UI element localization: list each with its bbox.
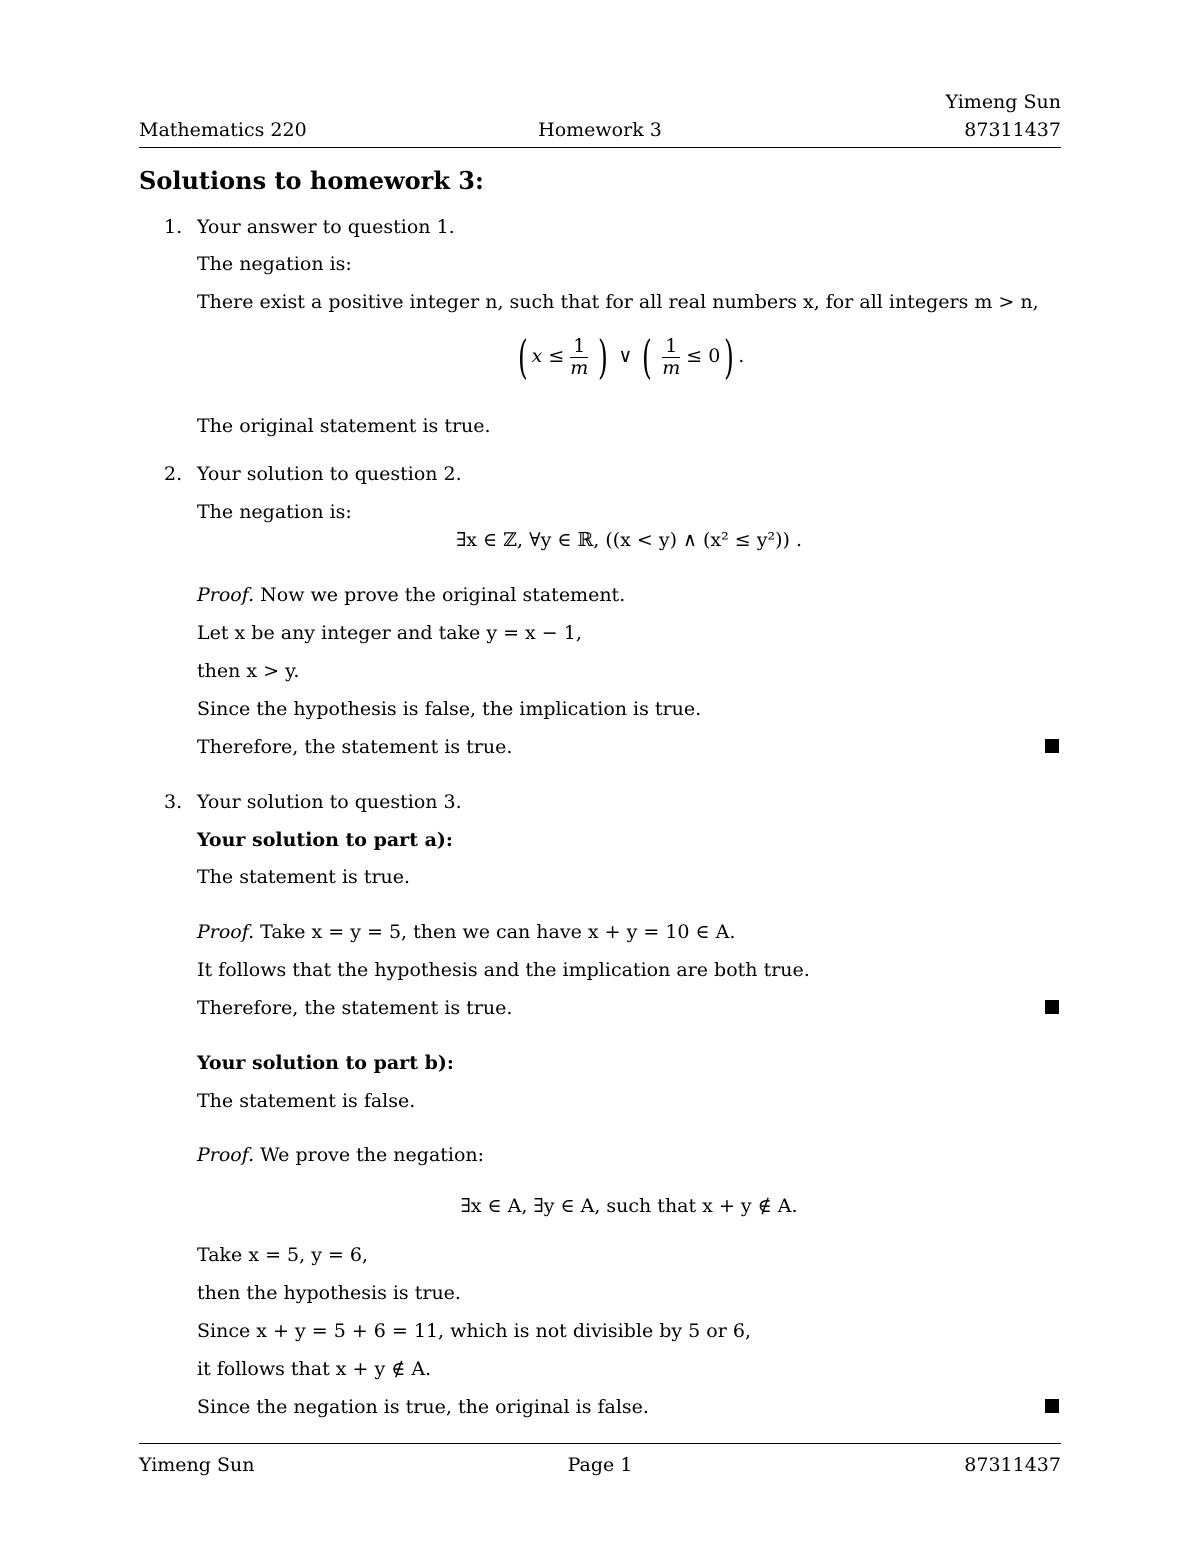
q1-formula-end: . <box>738 345 745 367</box>
q3a-proof-label: Proof. <box>197 921 255 943</box>
q3a-verdict: The statement is true. <box>197 866 411 888</box>
q3b-line4: Since x + y = 5 + 6 = 11, which is not divisible by 5 or 6, <box>197 1320 751 1342</box>
q3a-line2: It follows that the hypothesis and the implication are both true. <box>197 959 810 981</box>
q2-line4: Since the hypothesis is false, the implication is true. <box>197 698 702 720</box>
header-student-id: 87311437 <box>964 119 1061 141</box>
q3b-heading: Your solution to part b): <box>197 1052 454 1074</box>
q3-number: 3. <box>164 791 183 813</box>
q3b-formula: ∃x ∈ A, ∃y ∈ A, such that x + y ∉ A. <box>460 1195 798 1217</box>
q3b-line2: Take x = 5, y = 6, <box>197 1244 369 1266</box>
footer-author: Yimeng Sun <box>139 1454 255 1476</box>
q1-formula-lhs: x ≤ <box>531 345 565 367</box>
q2-line5: Therefore, the statement is true. <box>197 736 513 758</box>
q3a-heading: Your solution to part a): <box>197 829 453 851</box>
footer-page-number: Page 1 <box>567 1454 633 1476</box>
q1-frac-a: $\frac{1}{m}$ <box>570 334 589 379</box>
q3b-proof-line <box>197 1144 484 1166</box>
footer-rule <box>139 1443 1061 1444</box>
q3b-line6: Since the negation is true, the original is false. <box>197 1396 649 1418</box>
q1-formula: ( x ≤ $\frac{1}{m}$ ) ∨ ( $\frac{1}{m}$ ≤ 0) . <box>517 330 745 384</box>
q2-line2: Let x be any integer and take y = x − 1, <box>197 622 582 644</box>
q3a-qed-icon <box>1045 1000 1059 1014</box>
q1-statement: There exist a positive integer n, such that for all real numbers x, for all integers m > n, <box>197 291 1039 313</box>
q3a-proof-line <box>197 921 735 943</box>
q3a-line3: Therefore, the statement is true. <box>197 997 513 1019</box>
q1-conclusion: The original statement is true. <box>197 415 491 437</box>
q1-formula-rhs: ≤ 0 <box>686 345 721 367</box>
q2-number: 2. <box>164 463 183 485</box>
q2-line3: then x > y. <box>197 660 300 682</box>
q3b-line5: it follows that x + y ∉ A. <box>197 1358 432 1380</box>
header-assignment: Homework 3 <box>538 119 662 141</box>
header-rule <box>139 147 1061 148</box>
q2-negation-label: The negation is: <box>197 501 352 523</box>
q1-negation-label: The negation is: <box>197 253 352 275</box>
q3a-proof-text: Take x = y = 5, then we can have x + y = 10 ∈ A. <box>254 921 736 943</box>
q3b-proof-label: Proof. <box>197 1144 255 1166</box>
q2-proof-label: Proof. <box>197 584 255 606</box>
q2-intro: Your solution to question 2. <box>197 463 462 485</box>
q1-frac-b: $\frac{1}{m}$ <box>662 334 681 379</box>
q2-formula: ∃x ∈ ℤ, ∀y ∈ ℝ, ((x < y) ∧ (x² ≤ y²)) . <box>456 529 802 551</box>
q3b-verdict: The statement is false. <box>197 1090 416 1112</box>
q2-proof-text: Now we prove the original statement. <box>254 584 626 606</box>
header-author: Yimeng Sun <box>945 91 1061 113</box>
q3b-proof-text: We prove the negation: <box>254 1144 485 1166</box>
q1-formula-or: ∨ <box>618 345 633 367</box>
q1-intro: Your answer to question 1. <box>197 216 455 238</box>
q3b-line3: then the hypothesis is true. <box>197 1282 461 1304</box>
q2-proof-line <box>197 584 625 606</box>
q1-number: 1. <box>164 216 183 238</box>
q3b-qed-icon <box>1045 1399 1059 1413</box>
page-title: Solutions to homework 3: <box>139 166 484 195</box>
q2-qed-icon <box>1045 739 1059 753</box>
q3-intro: Your solution to question 3. <box>197 791 462 813</box>
header-course: Mathematics 220 <box>139 119 307 141</box>
footer-student-id: 87311437 <box>964 1454 1061 1476</box>
